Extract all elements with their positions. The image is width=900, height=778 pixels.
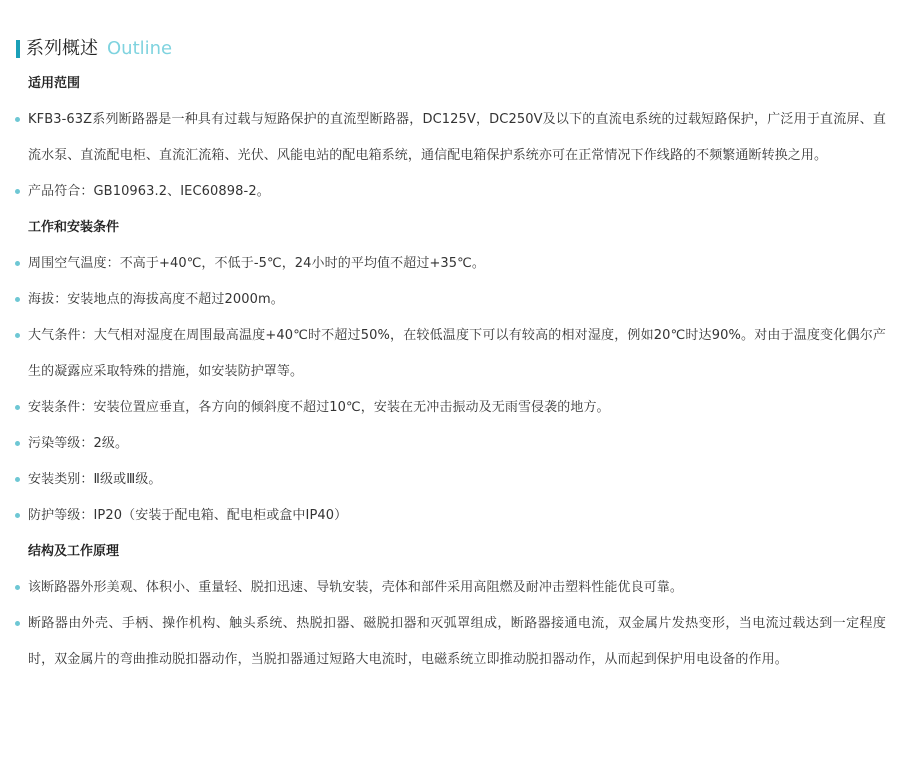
page-title: 系列概述	[26, 38, 98, 59]
list-item-text: 产品符合：GB10963.2、IEC60898-2。	[28, 184, 270, 199]
list-item	[0, 570, 900, 606]
content	[0, 66, 900, 678]
list-item-text: KFB3-63Z系列断路器是一种具有过载与短路保护的直流型断路器，DC125V，DC250V及以下的直流电系统的过载短路保护，广泛用于直流屏、直流水泵、直流配电柜、直流汇流箱、光伏、风能电站的配电箱系统，通信配电箱保护系统亦可在正常情况下作线路的不频繁通断转换之用。	[28, 112, 886, 163]
bullet-icon	[15, 405, 20, 410]
list-item-text: 安装类别：Ⅱ级或Ⅲ级。	[28, 472, 162, 487]
section-header	[16, 38, 172, 60]
section-title-structure: 结构及工作原理	[28, 544, 120, 559]
bullet-icon	[15, 333, 20, 338]
accent-bar	[16, 40, 20, 58]
list-item	[0, 174, 900, 210]
list-item-text: 断路器由外壳、手柄、操作机构、触头系统、热脱扣器、磁脱扣器和灭弧罩组成，断路器接通电流，双金属片发热变形，当电流过载达到一定程度时，双金属片的弯曲推动脱扣器动作，当脱扣器通过短路大电流时，电磁系统立即推动脱扣器动作，从而起到保护用电设备的作用。	[28, 616, 886, 667]
section-title-conditions: 工作和安装条件	[28, 220, 120, 235]
bullet-icon	[15, 477, 20, 482]
list-item	[0, 102, 900, 174]
list-item	[0, 462, 900, 498]
list-item	[0, 318, 900, 390]
list-item-text: 海拔：安装地点的海拔高度不超过2000m。	[28, 292, 284, 307]
list-item-text: 大气条件：大气相对湿度在周围最高温度+40℃时不超过50%，在较低温度下可以有较高的相对湿度，例如20℃时达90%。对由于温度变化偶尔产生的凝露应采取特殊的措施，如安装防护罩等。	[28, 328, 886, 379]
list-item	[0, 282, 900, 318]
bullet-icon	[15, 621, 20, 626]
list-item	[0, 606, 900, 678]
list-item-text: 防护等级：IP20（安装于配电箱、配电柜或盒中IP40）	[28, 508, 348, 523]
page-subtitle: Outline	[107, 38, 173, 59]
list-item-text: 该断路器外形美观、体积小、重量轻、脱扣迅速、导轨安装，壳体和部件采用高阻燃及耐冲击塑料性能优良可靠。	[28, 580, 684, 595]
list-item	[0, 498, 900, 534]
list-item	[0, 390, 900, 426]
bullet-icon	[15, 441, 20, 446]
bullet-icon	[15, 513, 20, 518]
list-item-text: 安装条件：安装位置应垂直，各方向的倾斜度不超过10℃，安装在无冲击振动及无雨雪侵袭的地方。	[28, 400, 610, 415]
list-item	[0, 426, 900, 462]
bullet-icon	[15, 585, 20, 590]
bullet-icon	[15, 189, 20, 194]
list-item	[0, 246, 900, 282]
bullet-icon	[15, 117, 20, 122]
list-item-text: 污染等级：2级。	[28, 436, 129, 451]
bullet-icon	[15, 297, 20, 302]
section-title-scope: 适用范围	[28, 76, 81, 91]
list-item-text: 周围空气温度：不高于+40℃，不低于-5℃，24小时的平均值不超过+35℃。	[28, 256, 485, 271]
bullet-icon	[15, 261, 20, 266]
